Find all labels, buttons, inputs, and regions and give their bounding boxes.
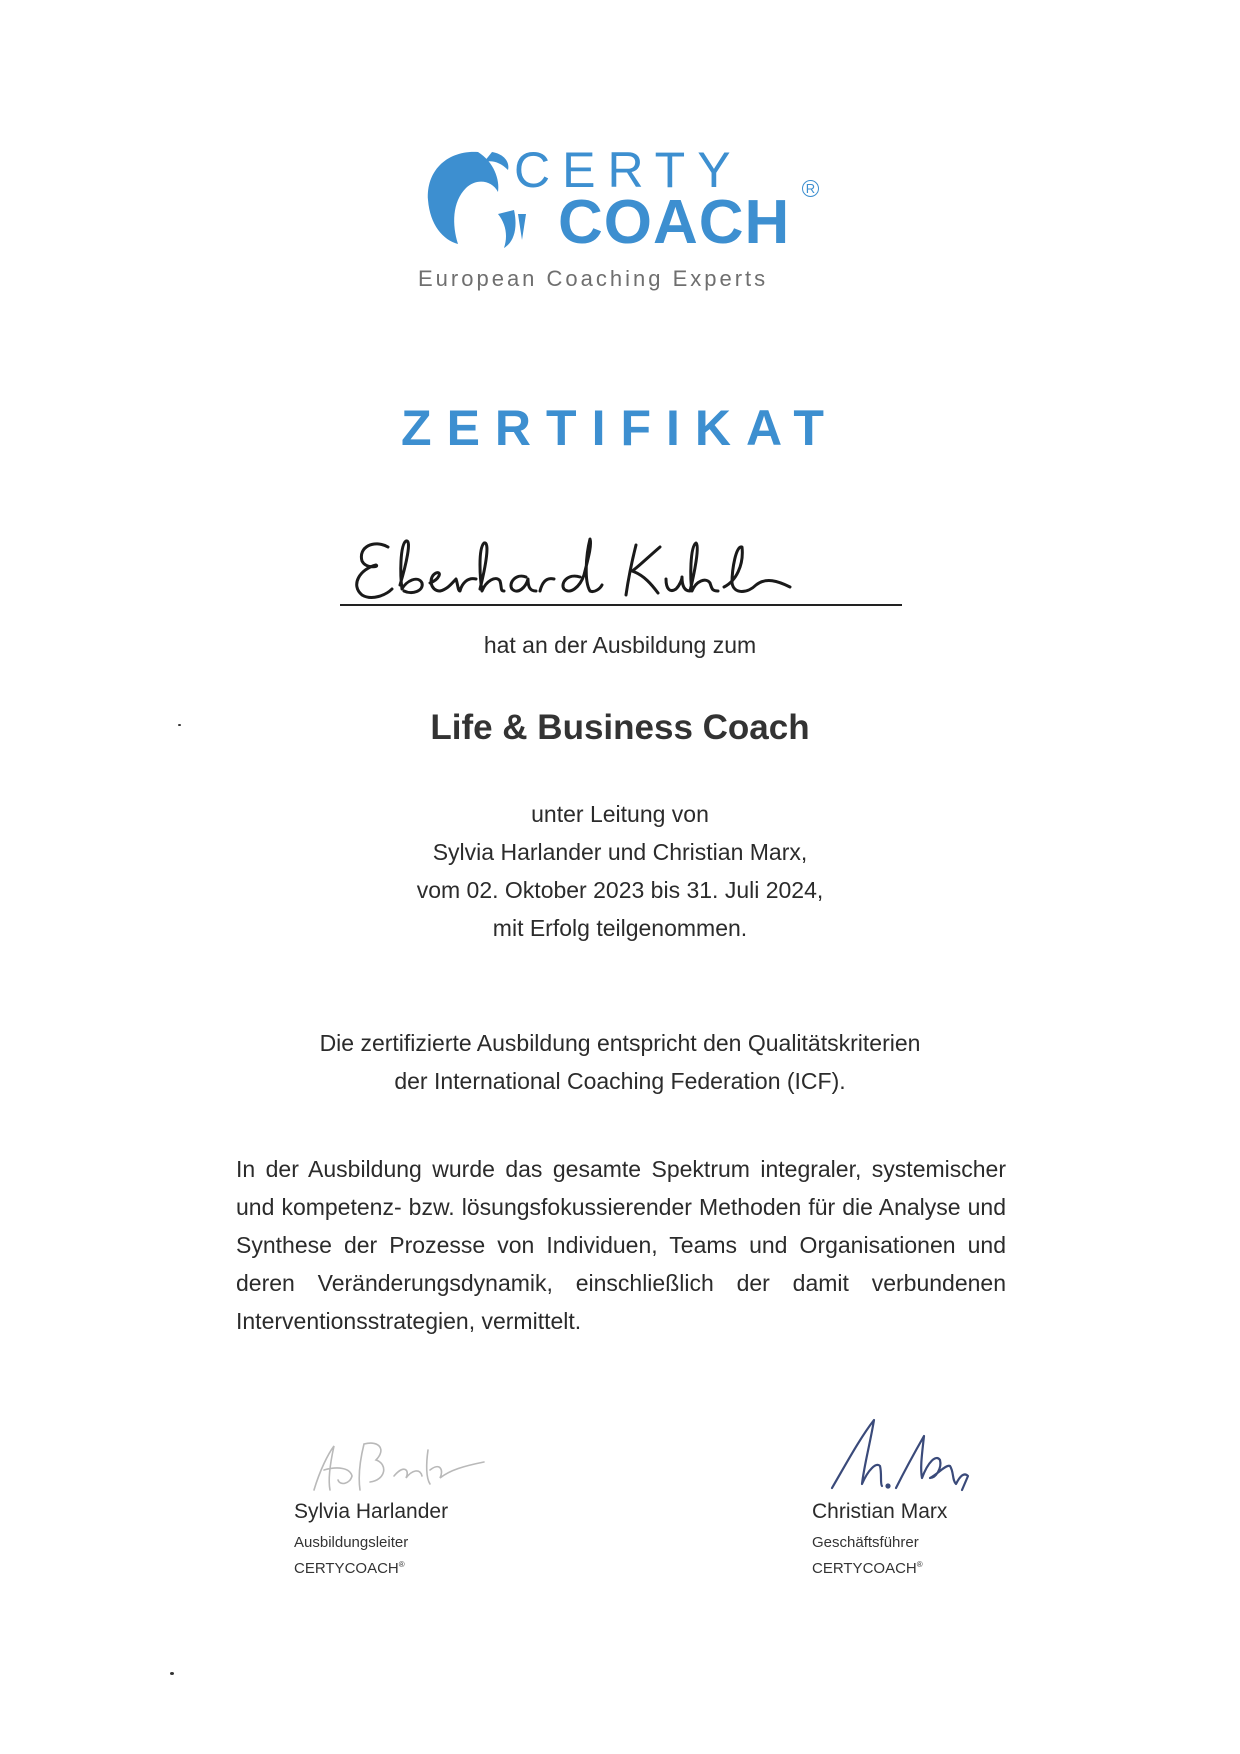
details-line: Sylvia Harlander und Christian Marx, xyxy=(432,839,808,865)
signatory-org xyxy=(812,1560,923,1577)
course-details xyxy=(0,795,1240,947)
signatory-org-mark: ® xyxy=(916,1560,923,1569)
recipient-name-handwritten xyxy=(340,525,900,605)
icf-line: der International Coaching Federation (ICF). xyxy=(394,1068,846,1094)
scan-speck xyxy=(170,1672,174,1675)
registered-mark: R xyxy=(802,180,819,197)
details-line: unter Leitung von xyxy=(531,801,709,827)
signatory-role: Geschäftsführer xyxy=(812,1534,919,1551)
signatory-role: Ausbildungsleiter xyxy=(294,1534,409,1551)
course-title: Life & Business Coach xyxy=(430,708,810,747)
certycoach-logo xyxy=(418,140,828,300)
signature-marx xyxy=(822,1414,1042,1494)
signature-harlander xyxy=(294,1420,514,1500)
signatory-name: Sylvia Harlander xyxy=(294,1500,449,1523)
details-line: mit Erfolg teilgenommen. xyxy=(492,915,748,941)
intro-text: hat an der Ausbildung zum xyxy=(483,632,757,658)
signatory-org-mark: ® xyxy=(398,1560,405,1569)
logo-tagline: European Coaching Experts xyxy=(418,266,769,291)
signatory-org-name: CERTYCOACH xyxy=(294,1560,399,1577)
details-line: vom 02. Oktober 2023 bis 31. Juli 2024, xyxy=(416,877,824,903)
name-underline xyxy=(340,604,902,606)
certificate-title: ZERTIFIKAT xyxy=(401,400,839,456)
scan-speck xyxy=(178,724,181,726)
icf-line: Die zertifizierte Ausbildung entspricht den Qualitätskriterien xyxy=(319,1030,921,1056)
logo-brand-top: CERTY xyxy=(514,142,743,198)
icf-statement xyxy=(0,1024,1240,1100)
signatory-name: Christian Marx xyxy=(812,1500,948,1523)
description-paragraph: In der Ausbildung wurde das gesamte Spektrum integraler, systemischer und kompetenz- bzw. lösungsfokussierender Methoden für die Analyse und Synthese der Prozesse von Individuen, Teams und Organisationen und deren Veränderungsdynamik, einschließlich der damit verbundenen Interventionsstrategien, vermittelt. xyxy=(236,1156,1006,1334)
signatory-org xyxy=(294,1560,405,1577)
logo-brand-bottom: COACH xyxy=(558,188,791,257)
signatory-org-name: CERTYCOACH xyxy=(812,1560,917,1577)
